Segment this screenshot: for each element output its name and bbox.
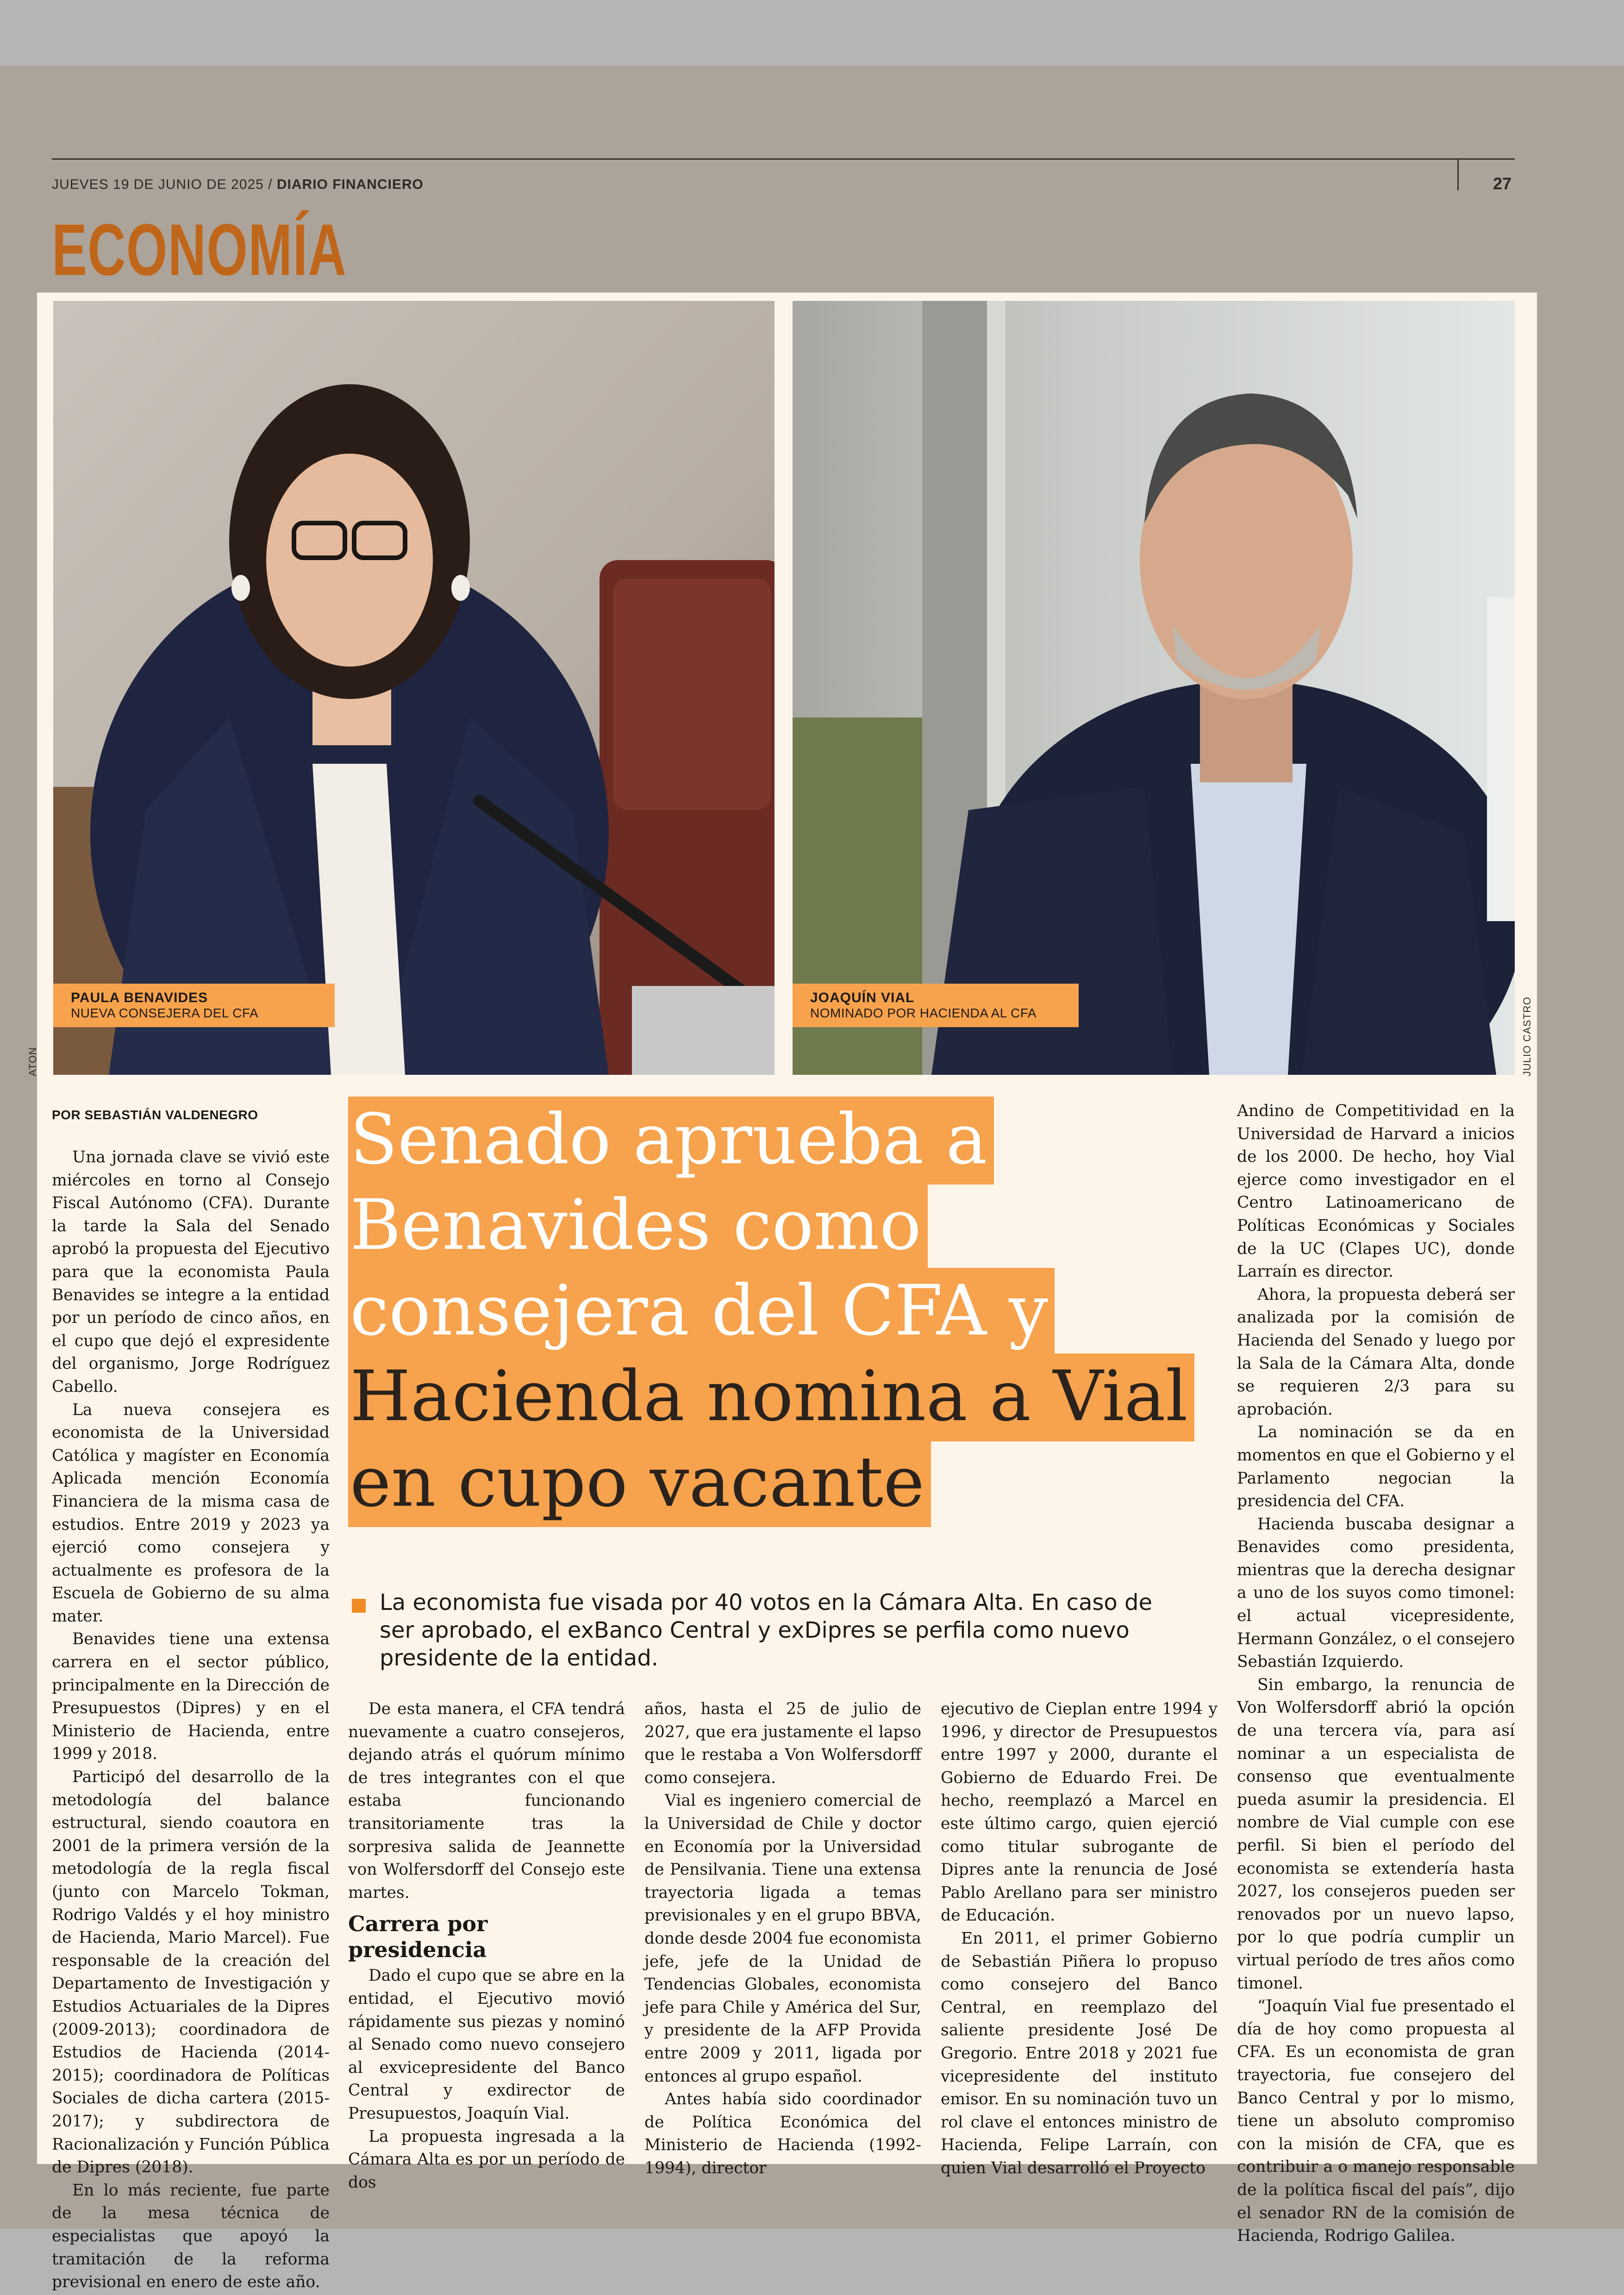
paragraph: Participó del desarrollo de la metodología del balance estructural, siendo coautora en 2001 de la primera versión de la metodología de la regla fiscal (junto con Marcelo Tokman, Rodrigo Valdés y el hoy ministro de Hacienda, Mario Marcel). Fue responsable de la creación del Departamento de Investigación y Estudios Actuariales de la Dipres (2009-2013); coordinadora de Estudios de Hacienda (2014-2015); coordinadora de Políticas Sociales de dicha cartera (2015-2017); y subdirectora de Racionalización y Función Pública de Dipres (2018). (52, 1768, 330, 2177)
date-separator: / (263, 177, 277, 192)
headline-part-1: Senado aprueba a Benavides como consejera del CFA y (348, 1097, 1055, 1356)
headline-part-2: Hacienda nomina a Vial en cupo vacante (348, 1353, 1194, 1527)
paragraph: Ahora, la propuesta deberá ser analizada por la comisión de Hacienda del Senado y luego por la Sala de la Cámara Alta, donde se requieren 2/3 para su aprobación. (1237, 1285, 1515, 1419)
photo-illustration-vial (793, 301, 1515, 1075)
subheading: Carrera por presidencia (348, 1911, 488, 1963)
caption-role-benavides: NUEVA CONSEJERA DEL CFA (71, 1006, 259, 1020)
photo-paula-benavides (53, 301, 775, 1075)
paragraph: Sin embargo, la renuncia de Von Wolfersdorff abrió la opción de una tercera vía, para así nominar a un especialista de consenso que eventualmente pueda asumir la presidencia. El nombre de Vial cumple con ese perfil. Si bien el período del economista se extendería hasta 2027, los consejeros pueden ser renovados por un nuevo lapso, por lo que podría cumplir un virtual período de tres años como timonel. (1237, 1675, 1515, 1993)
newspaper-name: DIARIO FINANCIERO (276, 177, 424, 192)
article-column-5 (1237, 1100, 1515, 2248)
header-rule (52, 158, 1515, 160)
paragraph: En 2011, el primer Gobierno de Sebastián Piñera lo propuso como consejero del Banco Central, en reemplazo del saliente presidente José De Gregorio. Entre 2018 y 2021 fue vicepresidente del instituto emisor. En su nominación tuvo un rol clave el entonces ministro de Hacienda, Felipe Larraín, con quien Vial desarrolló el Proyecto (941, 1929, 1218, 2177)
photo-credit-left: ATON (27, 1047, 38, 1076)
headline (348, 1097, 1228, 1525)
viewer-top-bar (0, 0, 1624, 66)
deck: La economista fue visada por 40 votos en la Cámara Alta. En caso de ser aprobado, el exBanco Central y exDipres se perfila como nuevo presidente de la entidad. (380, 1590, 1152, 1671)
dateline (52, 177, 424, 193)
paragraph: Una jornada clave se vivió este miércoles en torno al Consejo Fiscal Autónomo (CFA). Durante la tarde la Sala del Senado aprobó la propuesta del Ejecutivo para que la economista Paula Benavides se integre a la entidad por un período de cinco años, en el cupo que dejó el expresidente del organismo, Jorge Rodríguez Cabello. (52, 1148, 330, 1396)
paragraph: En lo más reciente, fue parte de la mesa técnica de especialistas que apoyó la tramitación de la reforma previsional en enero de este año. (52, 2181, 330, 2292)
paragraph: ejecutivo de Cieplan entre 1994 y 1996, y director de Presupuestos entre 1997 y 2000, durante el Gobierno de Eduardo Frei. De hecho, reemplazó a Marcel en este último cargo, quien ejerció como titular subrogante de Dipres ante la renuncia de José Pablo Arellano para ser ministro de Educación. (941, 1700, 1218, 1925)
article-column-4 (941, 1698, 1218, 2180)
paragraph: Benavides tiene una extensa carrera en el sector público, principalmente en la Dirección de Presupuestos (Dipres) y en el Ministerio de Hacienda, entre 1999 y 2018. (52, 1630, 330, 1764)
caption-vial (793, 984, 1079, 1027)
caption-role-vial: NOMINADO POR HACIENDA AL CFA (810, 1006, 1037, 1020)
article-column-2 (348, 1698, 625, 2194)
paragraph: La propuesta ingresada a la Cámara Alta es por un período de dos (348, 2127, 625, 2192)
page-number: 27 (1493, 174, 1512, 193)
paragraph: años, hasta el 25 de julio de 2027, que era justamente el lapso que le restaba a Von Wolfersdorff como consejera. (644, 1700, 921, 1787)
paragraph: “Joaquín Vial fue presentado el día de hoy como propuesta al CFA. Es un economista de gran trayectoria, fue consejero del Banco Central y por lo mismo, tiene un absoluto compromiso con la misión de CFA, que es contribuir a o manejo responsable de la política fiscal del país”, dijo el senador RN de la comisión de Hacienda, Rodrigo Galilea. (1237, 1997, 1515, 2245)
photo-illustration-benavides (53, 301, 775, 1075)
paragraph: La nominación se da en momentos en que el Gobierno y el Parlamento negocian la presidencia del CFA. (1237, 1423, 1515, 1511)
caption-name-vial: JOAQUÍN VIAL (810, 990, 915, 1005)
paragraph: Vial es ingeniero comercial de la Universidad de Chile y doctor en Economía por la Universidad de Pensilvania. Tiene una extensa trayectoria ligada a temas previsionales y en el grupo BBVA, donde desde 2004 fue economista jefe, jefe de la Unidad de Tendencias Globales, economista jefe para Chile y América del Sur, y presidente de la AFP Provida entre 2009 y 2011, ligada por entonces al grupo español. (644, 1791, 921, 2086)
article-column-3 (644, 1698, 921, 2180)
photo-credit-right: JULIO CASTRO (1521, 996, 1533, 1076)
paragraph: Antes había sido coordinador de Política Económica del Ministerio de Hacienda (1992-1994), director (644, 2090, 921, 2177)
paragraph: Andino de Competitividad en la Universidad de Harvard a inicios de los 2000. De hecho, hoy Vial ejerce como investigador en el Centro Latinoamericano de Políticas Económicas y Sociales de la UC (Clapes UC), donde Larraín es director. (1237, 1102, 1515, 1281)
caption-name-benavides: PAULA BENAVIDES (71, 990, 208, 1005)
photo-joaquin-vial (793, 301, 1515, 1075)
date: JUEVES 19 DE JUNIO DE 2025 (52, 177, 264, 192)
article-column-1 (52, 1146, 330, 2294)
paragraph: Hacienda buscaba designar a Benavides como presidenta, mientras que la derecha designar a uno de los suyos como timonel: el actual vicepresidente, Hermann González, o el consejero Sebastián Izquierdo. (1237, 1515, 1515, 1671)
paragraph: Dado el cupo que se abre en la entidad, el Ejecutivo movió rápidamente sus piezas y nominó al Senado como nuevo consejero al exvicepresidente del Banco Central y exdirector de Presupuestos, Joaquín Vial. (348, 1966, 625, 2123)
caption-benavides (53, 984, 335, 1027)
header-divider (1457, 160, 1459, 190)
section-title: ECONOMÍA (52, 209, 347, 291)
paragraph: La nueva consejera es economista de la Universidad Católica y magíster en Economía Aplicada mención Economía Financiera de la misma casa de estudios. Entre 2019 y 2023 ya ejerció como consejera y actualmente es profesora de la Escuela de Gobierno de su alma mater. (52, 1400, 330, 1626)
paragraph: De esta manera, el CFA tendrá nuevamente a cuatro consejeros, dejando atrás el quórum mínimo de tres integrantes con el que estaba funcionando transitoriamente tras la sorpresiva salida de Jeannette von Wolfersdorff del Consejo este martes. (348, 1700, 625, 1902)
byline: POR SEBASTIÁN VALDENEGRO (52, 1108, 258, 1122)
deck-bullet-icon (352, 1599, 366, 1613)
